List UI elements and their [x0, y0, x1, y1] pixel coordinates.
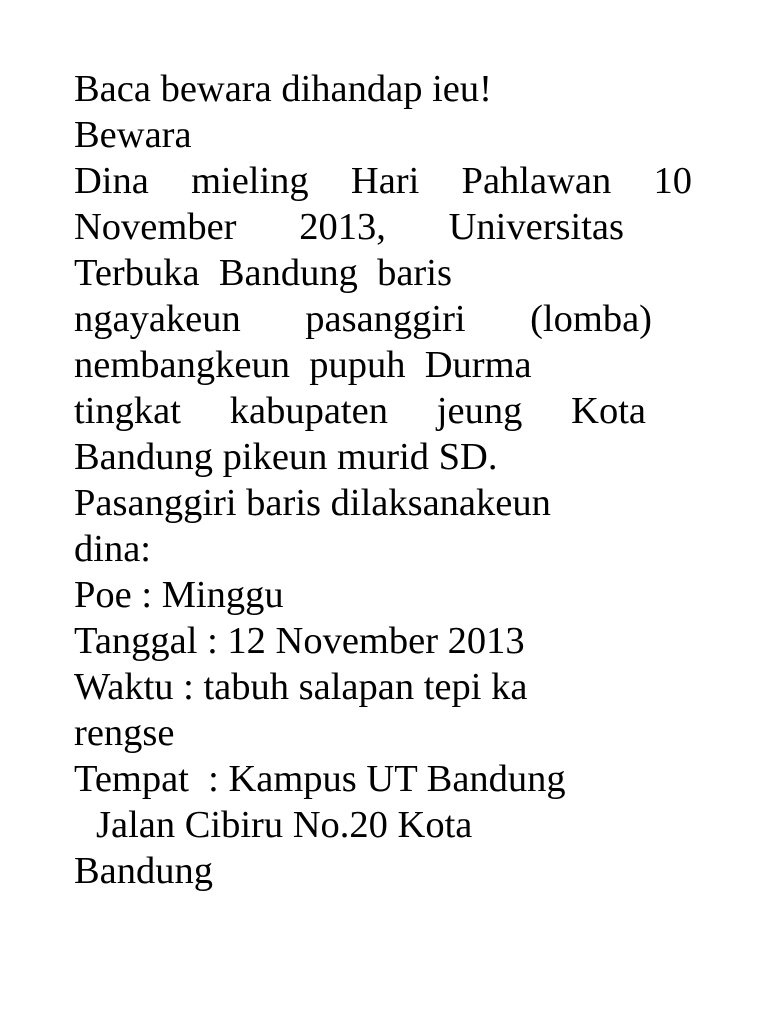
detail-time-continued: rengse [74, 712, 175, 754]
word: Universitas [448, 206, 624, 248]
paragraph-line-2 [74, 204, 624, 250]
word: Kota [571, 390, 646, 432]
word: ngayakeun [74, 298, 241, 340]
paragraph-line-1 [74, 158, 692, 204]
detail-date: Tanggal : 12 November 2013 [74, 620, 525, 662]
word: (lomba) [530, 298, 652, 340]
paragraph-line-3: Terbuka Bandung baris [74, 252, 452, 294]
paragraph-line-7: Bandung pikeun murid SD. [74, 436, 498, 478]
paragraph-line-6 [74, 388, 646, 434]
detail-place-city: Bandung [74, 850, 214, 892]
paragraph-line-4 [74, 296, 652, 342]
intro-line-2: dina: [74, 528, 151, 570]
intro-line-1: Pasanggiri baris dilaksanakeun [74, 482, 551, 524]
word: 2013, [299, 206, 386, 248]
detail-place: Tempat : Kampus UT Bandung [74, 758, 566, 800]
word: Dina [74, 160, 149, 202]
word: pasanggiri [305, 298, 466, 340]
announcement-title: Bewara [74, 114, 192, 156]
word: mieling [191, 160, 309, 202]
announcement-document [74, 66, 714, 894]
detail-time: Waktu : tabuh salapan tepi ka [74, 666, 528, 708]
paragraph-line-5: nembangkeun pupuh Durma [74, 344, 532, 386]
instruction-text: Baca bewara dihandap ieu! [74, 68, 492, 110]
word: kabupaten [229, 390, 388, 432]
detail-day: Poe : Minggu [74, 574, 284, 616]
word: November [74, 206, 237, 248]
word: 10 [653, 160, 692, 202]
detail-place-address: Jalan Cibiru No.20 Kota [96, 804, 473, 846]
word: Hari [350, 160, 420, 202]
word: tingkat [74, 390, 181, 432]
word: jeung [436, 390, 523, 432]
word: Pahlawan [461, 160, 612, 202]
